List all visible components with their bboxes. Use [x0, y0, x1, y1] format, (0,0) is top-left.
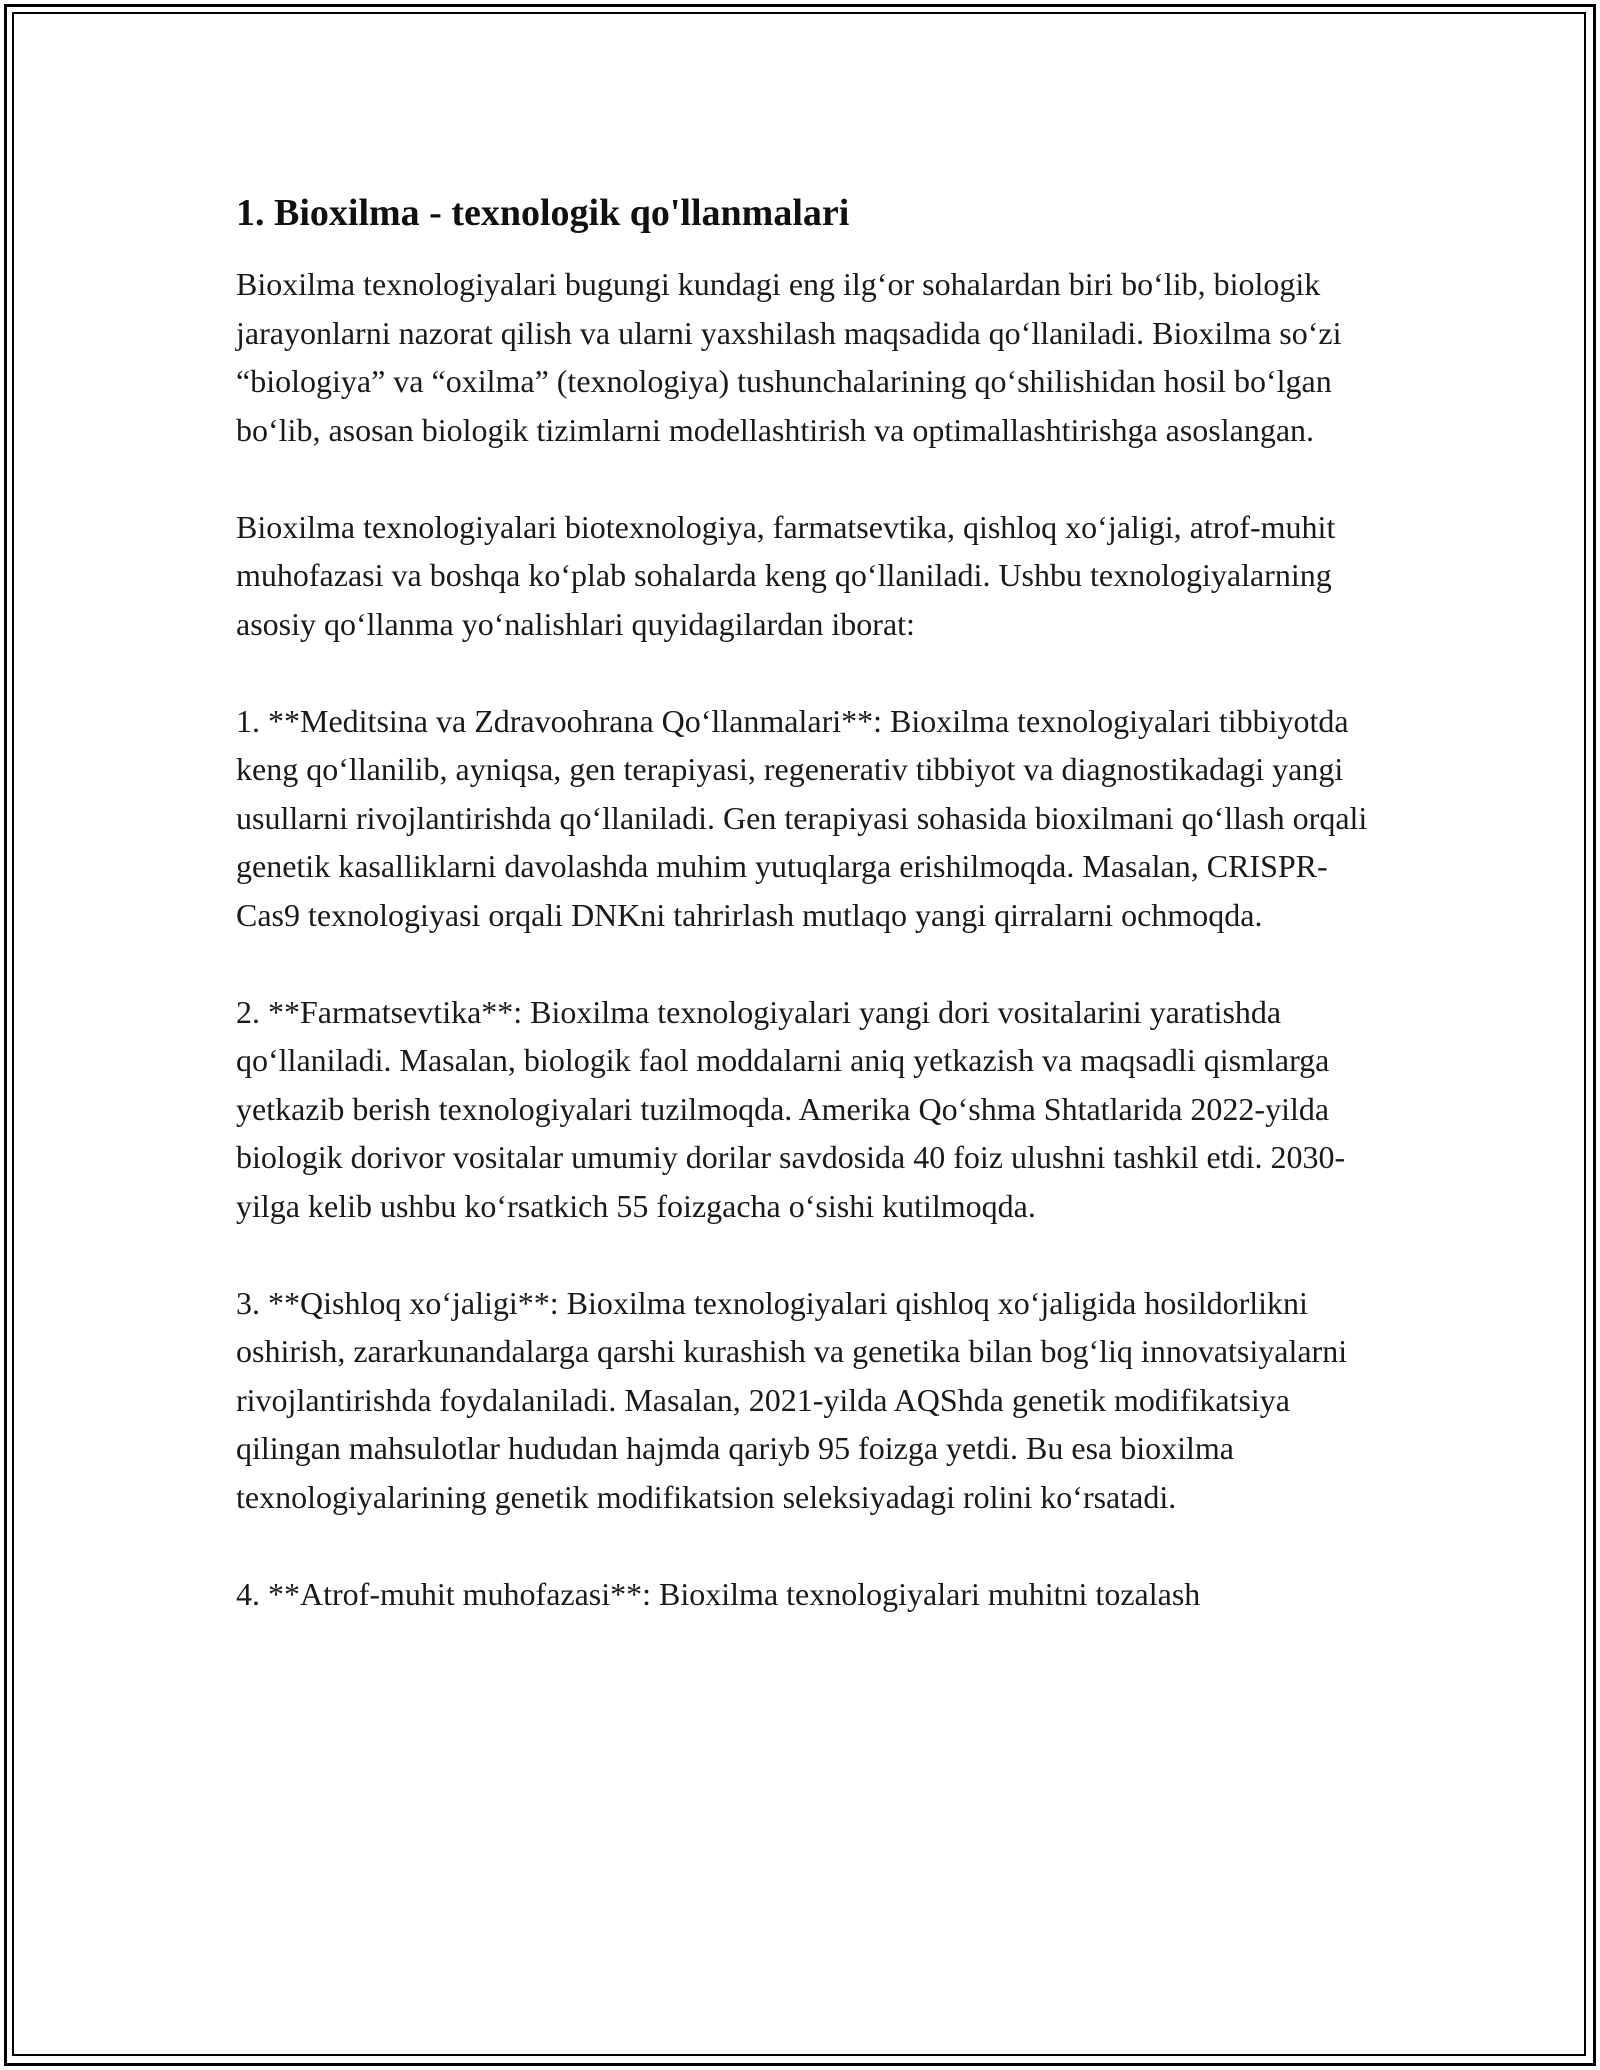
paragraph-intro: Bioxilma texnologiyalari bugungi kundagi eng ilg‘or sohalardan biri bo‘lib, biologik jarayonlarni nazorat qilish va ularni yaxshilash maqsadida qo‘llaniladi. Bioxilma so‘zi “biologiya” va “oxilma” (texnologiya) tushunchalarining qo‘shilishidan hosil bo‘lgan bo‘lib, asosan biologik tizimlarni modellashtirish va optimallashtirishga asoslangan. — [236, 266, 1342, 448]
paragraph-overview: Bioxilma texnologiyalari biotexnologiya, farmatsevtika, qishloq xo‘jaligi, atrof-muhit muhofazasi va boshqa ko‘plab sohalarda keng qo‘llaniladi. Ushbu texnologiyalarning asosiy qo‘llanma yo‘nalishlari quyidagilardan iborat: — [236, 508, 1336, 642]
paragraph-item-medicine: 1. **Meditsina va Zdravoohrana Qo‘llanmalari**: Bioxilma texnologiyalari tibbiyotda keng qo‘llanilib, ayniqsa, gen terapiyasi, regenerativ tibbiyot va diagnostikadagi yangi usullarni rivojlantirishda qo‘llaniladi. Gen terapiyasi sohasida bioxilmani qo‘llash orqali genetik kasalliklarni davolashda muhim yutuqlarga erishilmoqda. Masalan, CRISPR-Cas9 texnologiyasi orqali DNKni tahrirlash mutlaqo yangi qirralarni ochmoqda. — [236, 702, 1368, 933]
paragraph-item-pharmaceutics: 2. **Farmatsevtika**: Bioxilma texnologiyalari yangi dori vositalarini yaratishda qo‘llaniladi. Masalan, biologik faol moddalarni aniq yetkazish va maqsadli qismlarga yetkazib berish texnologiyalari tuzilmoqda. Amerika Qo‘shma Shtatlarida 2022-yilda biologik dorivor vositalar umumiy dorilar savdosida 40 foiz ulushni tashkil etdi. 2030-yilga kelib ushbu ko‘rsatkich 55 foizgacha o‘sishi kutilmoqda. — [236, 993, 1346, 1224]
paragraph-item-agriculture: 3. **Qishloq xo‘jaligi**: Bioxilma texnologiyalari qishloq xo‘jaligida hosildorlikni oshirish, zararkunandalarga qarshi kurashish va genetika bilan bog‘liq innovatsiyalarni rivojlantirishda foydalaniladi. Masalan, 2021-yilda AQShda genetik modifikatsiya qilingan mahsulotlar hududan hajmda qariyb 95 foizga yetdi. Bu esa bioxilma texnologiyalarining genetik modifikatsion seleksiyadagi rolini ko‘rsatadi. — [236, 1284, 1348, 1515]
document-body — [236, 188, 1376, 1618]
paragraph-item-environment: 4. **Atrof-muhit muhofazasi**: Bioxilma texnologiyalari muhitni tozalash — [236, 1575, 1201, 1612]
document-title: 1. Bioxilma - texnologik qo'llanmalari — [236, 192, 850, 234]
